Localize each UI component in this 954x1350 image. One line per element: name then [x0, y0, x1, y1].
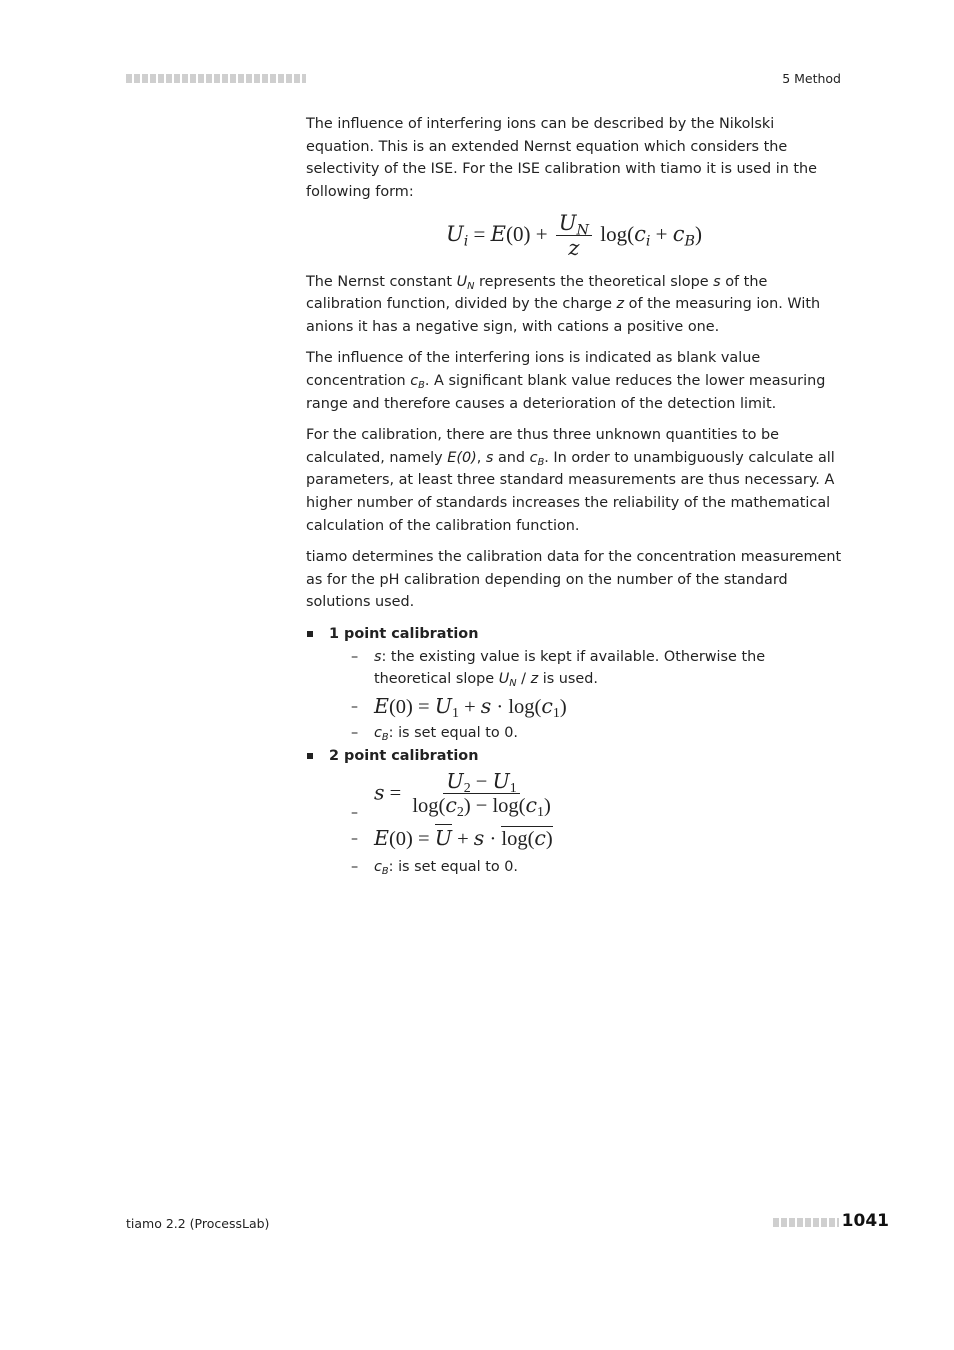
list-item-1-point — [306, 623, 842, 744]
list-item-2-point — [306, 745, 842, 878]
sub-item-cb: – $c_B$: is set equal to 0. — [351, 724, 518, 743]
sub-item-e0-equation: – $E(0) = U_1 + s \cdot \log(c_1)$ — [351, 693, 567, 721]
sub-item-cb: – $c_B$: is set equal to 0. — [351, 859, 518, 877]
paragraph-blank-value: The influence of the interfering ions is indicated as blank value concentration $c_B$. A significant blank value reduces the lower measuring range and therefore causes a deterioration of the detection limit. — [306, 350, 826, 412]
page-content — [306, 113, 842, 880]
section-title: 5 Method — [782, 71, 841, 86]
paragraph-nikolski-intro: The influence of interfering ions can be described by the Nikolski equation. This is an extended Nernst equation which considers the selectivity of the ISE. For the ISE calibration with tiamo it is used in the following form: — [306, 116, 818, 200]
paragraph-nernst-constant: The Nernst constant $U_N$ represents the theoretical slope s of the calibration function, divided by the charge z of the measuring ion. With anions it has a negative sign, with cations a positive one. — [306, 273, 821, 335]
bullet-icon — [307, 753, 313, 759]
list-item-title: 2 point calibration — [329, 748, 479, 765]
list-item-title: 1 point calibration — [329, 625, 479, 642]
paragraph-tiamo-determines: tiamo determines the calibration data for the concentration measurement as for the pH calibration depending on the number of the standard solutions used. — [306, 549, 842, 611]
sub-item-slope-equation: – s = $\frac{U_2 - U_1}{\log(c_2) - \log(c_1)}$ — [351, 768, 551, 821]
calibration-list — [306, 623, 842, 879]
footer-product: tiamo 2.2 (ProcessLab) — [126, 1216, 270, 1231]
paragraph-unknown-quantities: For the calibration, there are thus three unknown quantities to be calculated, namely E(0), s and $c_B$. In order to unambiguously calculate all parameters, at least three standard measurements are thus necessary. A higher number of standards increases the reliability of the mathematical calculation of the calibration function. — [306, 427, 835, 534]
page-number: 1041 — [841, 1211, 889, 1231]
sub-item-slope: – s: the existing value is kept if available. Otherwise the theoretical slope $U_N$ / z is used. — [351, 648, 766, 690]
nikolski-equation: $U_i = E(0)$ + $\frac{U_N}{z}$ $\log(c_i + c_B)$ — [446, 211, 702, 261]
footer-decoration — [773, 1218, 839, 1227]
bullet-icon — [307, 631, 313, 637]
sub-item-e0-mean-equation: – E(0) = U + s · log(c) — [351, 826, 553, 850]
header-decoration — [126, 74, 306, 83]
